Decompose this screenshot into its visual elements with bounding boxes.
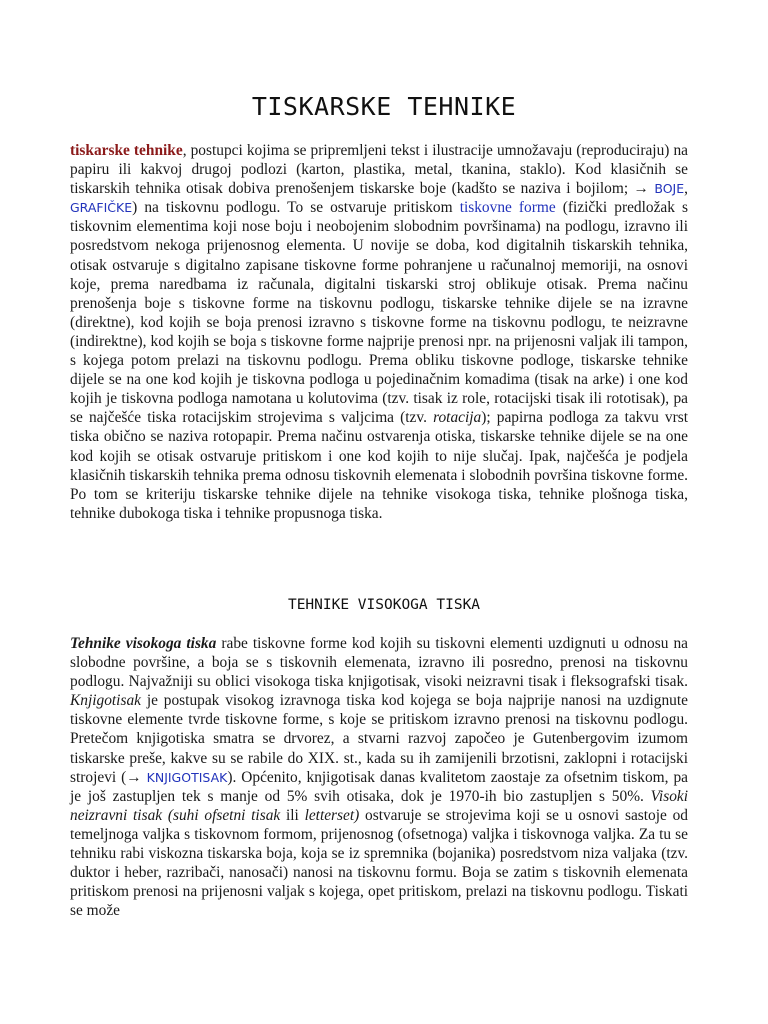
intro-sep: , — [684, 180, 688, 198]
intro-text-3: (fizički predložak s tiskovnim elementima koji nose boju i neobojenim slobodnim površinama) na podlogu, izravno ili posredstvom nekoga prijenosnog elementa. U novije se doba, kod digitalnih tiskarskih tehnika, otisak ostvaruje s digitalno zapisane tiskovne forme pohranjene u računalnoj memoriji, na osnovi koje, prema naredbama iz računala, digitalni tiskarski stroj oblikuje otisak. Prema načinu prenošenja boje s tiskovne forme na tiskovnu podlogu, tiskarske tehnike dijele se na izravne (direktne), kod kojih se boja prenosi izravno s tiskovne forme na tiskovnu podlogu, te neizravne (indirektne), kod kojih se boja s tiskovne forme najprije prenosi npr. na prijenosni valjak ili tampon, s kojega potom prelazi na tiskovnu podlogu. Prema obliku tiskovne podloge, tiskarske tehnike dijele se na one kod kojih je tiskovna podloga u pojedinačnim komadima (tisak na arke) i one kod kojih je tiskovna podloga namotana u kolutovima (tzv. tisak iz role, rotacijski tisak ili rototisak), pa se najčešće tiska rotacijskim strojevima s valjcima (tzv. — [70, 199, 688, 427]
intro-text-4: ); papirna podloga za takvu vrst tiska obično se naziva rotopapir. Prema načinu ostvarenja otiska, tiskarske tehnike dijele se na one kod kojih se otisak ostvaruje pritiskom i one kod kojih to nije slučaj. Ipak, najčešća je podjela klasičnih tiskarskih tehnika prema odnosu tiskovnih elemenata i slobodnih površina tiskovne forme. Po tom se kriteriju tiskarske tehnike dijele na tehnike visokoga tiska, tehnike plošnoga tiska, tehnike dubokoga tiska i tehnike propusnoga tiska. — [70, 409, 688, 522]
link-graficke[interactable]: GRAFIČKE — [70, 200, 133, 216]
section-paragraph — [70, 634, 688, 920]
intro-text-2: ) na tiskovnu podlogu. To se ostvaruje pritiskom — [132, 199, 460, 217]
section-text-2: je postupak visokog izravnoga tiska kod kojega se boja najprije nanosi na uzdignute tiskovne elemente tvrde tiskovne forme, s koje se pritiskom izravno prenosi na tiskovnu podlogu. Pretečom knjigotiska smatra se drvorez, a stvarni razvoj započeo je Gutenbergovim izumom tiskarske preše, kakve su se rabile do XIX. st., kada su ih zamijenili brzotisni, zaklopni i rotacijski strojevi (→ — [70, 692, 688, 786]
section-text-3: ). Općenito, knjigotisak danas kvalitetom zaostaje za ofsetnim tiskom, pa je još zastupljen tek s manje od 5% svih otisaka, dok je 1970-ih bio zastupljen s 50%. — [70, 768, 688, 805]
link-tiskovne-forme[interactable]: tiskovne forme — [459, 199, 556, 217]
ili-text: ili — [280, 806, 305, 824]
page-title: TISKARSKE TEHNIKE — [251, 92, 517, 121]
knjigotisak-term: Knjigotisak — [70, 692, 141, 710]
section-text-1: rabe tiskovne forme kod kojih su tiskovni elementi uzdignuti u odnosu na slobodne površine, a boja se s tiskovnih elemenata, izravno ili posredno, prenosi na tiskovnu podlogu. Najvažniji su oblici visokoga tiska knjigotisak, visoki neizravni tisak i fleksografski tisak. — [70, 635, 688, 691]
intro-paragraph — [70, 141, 688, 523]
letterset-term: letterset) — [304, 806, 360, 824]
link-knjigotisak[interactable]: KNJIGOTISAK — [146, 769, 228, 785]
visoki-term: Visoki neizravni tisak (suhi ofsetni tisak — [70, 787, 688, 824]
section-term: Tehnike visokoga tiska — [70, 635, 217, 652]
intro-text-1: , postupci kojima se pripremljeni tekst i ilustracije umnožavaju (reproduciraju) na papiru ili kakvoj drugoj podlozi (karton, plastika, metal, tkanina, staklo). Kod klasičnih se tiskarskih tehnika otisak dobiva prenošenjem tiskarske boje (kadšto se naziva i bojilom; → — [70, 142, 688, 198]
section-text-4: ostvaruje se strojevima koji se u osnovi sastoje od temeljnoga valjka s tiskovnom formom, prijenosnog (ofsetnoga) valjka i tiskovnoga valjka. Za tu se tehniku rabi viskozna tiskarska boja, koja se iz spremnika (bojanika) posredstvom niza valjaka (tzv. duktor i heber, razribači, nanosači) nanosi na tiskovnu formu. Boja se zatim s tiskovnih elemenata pritiskom prenosi na prijenosni valjak s kojega, opet pritiskom, prelazi na tiskovnu podlogu. Tiskati se može — [70, 806, 688, 920]
link-boje[interactable]: BOJE — [654, 181, 685, 197]
intro-term: tiskarske tehnike — [70, 142, 183, 159]
intro-rotacija: rotacija — [433, 409, 482, 427]
section-heading: TEHNIKE VISOKOGA TISKA — [287, 597, 481, 613]
